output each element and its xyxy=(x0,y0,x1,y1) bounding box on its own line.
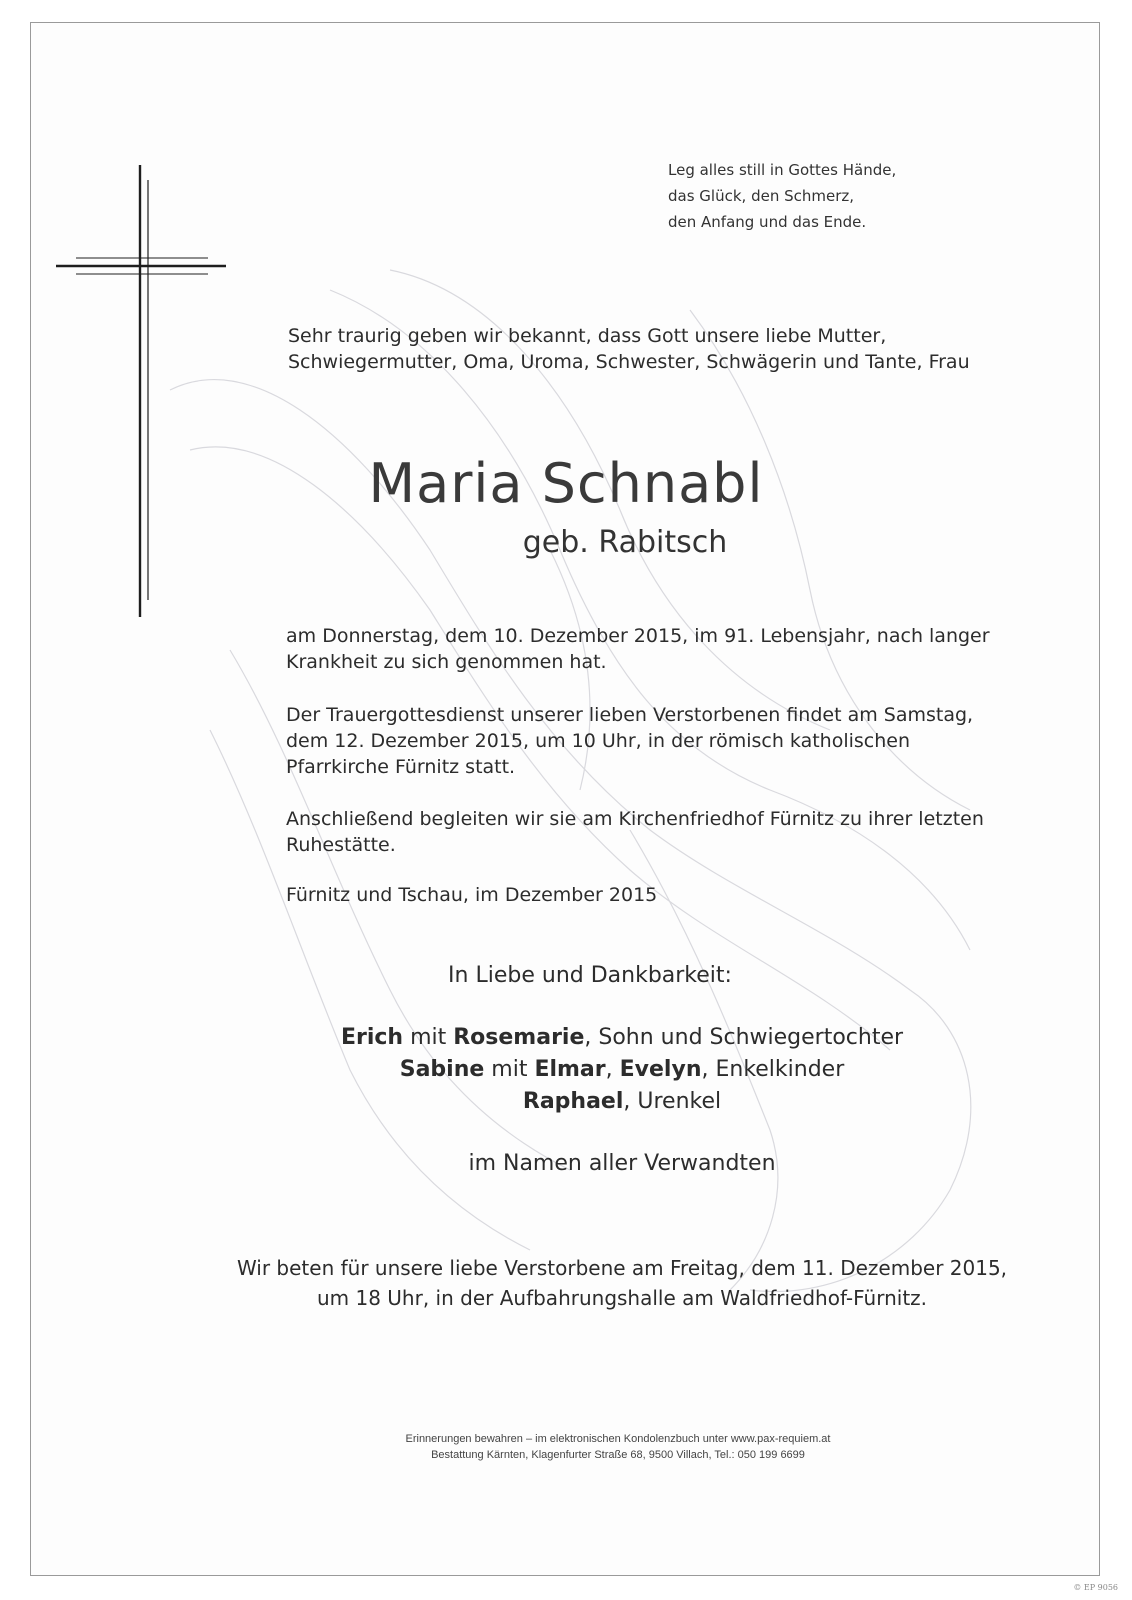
death-text xyxy=(286,623,990,675)
mourner-text: mit xyxy=(484,1057,535,1082)
mourner-text: , Sohn und Schwiegertochter xyxy=(584,1025,904,1050)
place-date: Fürnitz und Tschau, im Dezember 2015 xyxy=(286,884,658,906)
mourner-name: Elmar xyxy=(534,1057,606,1082)
footer-address: Bestattung Kärnten, Klagenfurter Straße 68, 9500 Villach, Tel.: 050 199 6699 xyxy=(431,1449,805,1461)
service-line: Pfarrkirche Fürnitz statt. xyxy=(286,756,516,778)
mourner-row xyxy=(56,1086,1132,1118)
mourner-row xyxy=(56,1022,1132,1054)
gratitude-heading: In Liebe und Dankbarkeit: xyxy=(448,963,732,988)
poem-line: den Anfang und das Ende. xyxy=(668,213,867,231)
mourner-text: , Urenkel xyxy=(623,1089,722,1114)
burial-text xyxy=(286,806,984,858)
deceased-name: Maria Schnabl xyxy=(368,452,764,515)
announcement-line: Sehr traurig geben wir bekannt, dass Gott unsere liebe Mutter, xyxy=(288,325,887,347)
mourner-text: , Enkelkinder xyxy=(701,1057,845,1082)
mourner-name: Rosemarie xyxy=(453,1025,585,1050)
relatives-line: im Namen aller Verwandten xyxy=(468,1151,776,1176)
announcement-text xyxy=(288,323,970,375)
burial-line: Anschließend begleiten wir sie am Kirchenfriedhof Fürnitz zu ihrer letzten xyxy=(286,808,984,830)
mourner-name: Evelyn xyxy=(619,1057,702,1082)
burial-line: Ruhestätte. xyxy=(286,834,396,856)
poem-line: das Glück, den Schmerz, xyxy=(668,187,855,205)
mourner-name: Erich xyxy=(340,1025,404,1050)
poem-line: Leg alles still in Gottes Hände, xyxy=(668,161,897,179)
death-line: Krankheit zu sich genommen hat. xyxy=(286,651,607,673)
mourner-text: mit xyxy=(403,1025,454,1050)
mourner-name: Sabine xyxy=(399,1057,485,1082)
service-line: dem 12. Dezember 2015, um 10 Uhr, in der römisch katholischen xyxy=(286,730,911,752)
service-line: Der Trauergottesdienst unserer lieben Verstorbenen findet am Samstag, xyxy=(286,704,974,726)
announcement-line: Schwiegermutter, Oma, Uroma, Schwester, Schwägerin und Tante, Frau xyxy=(288,351,970,373)
footer-condolence: Erinnerungen bewahren – im elektronischen Kondolenzbuch unter www.pax-requiem.at xyxy=(405,1433,831,1445)
maiden-name: geb. Rabitsch xyxy=(522,525,728,560)
death-line: am Donnerstag, dem 10. Dezember 2015, im 91. Lebensjahr, nach langer xyxy=(286,625,990,647)
mourner-name: Raphael xyxy=(522,1089,624,1114)
mourner-text: , xyxy=(605,1057,620,1082)
prayer-line: Wir beten für unsere liebe Verstorbene am Freitag, dem 11. Dezember 2015, xyxy=(236,1256,1008,1280)
mourner-row xyxy=(56,1054,1132,1086)
print-code: © EP 9056 xyxy=(1073,1583,1118,1592)
praying-hands-watermark xyxy=(130,230,1030,1350)
service-text xyxy=(286,702,973,780)
poem-verse xyxy=(668,157,896,235)
prayer-line: um 18 Uhr, in der Aufbahrungshalle am Waldfriedhof-Fürnitz. xyxy=(316,1286,928,1310)
